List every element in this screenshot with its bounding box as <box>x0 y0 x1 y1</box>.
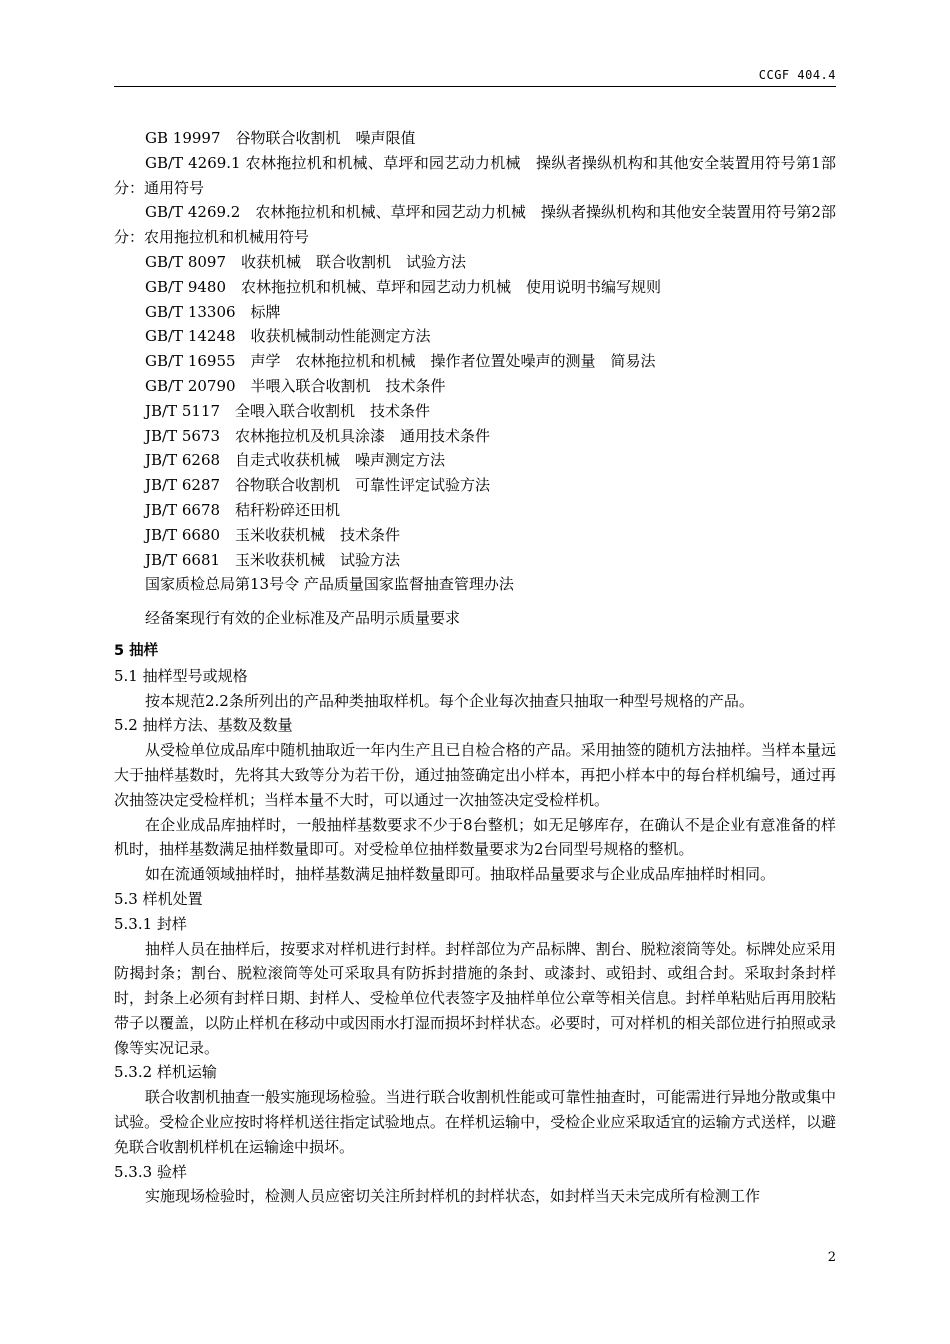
reference-item: GB/T 14248 收获机械制动性能测定方法 <box>145 327 431 346</box>
clause-heading: 5.3.3 验样 <box>114 1162 187 1181</box>
reference-item: GB/T 4269.1 农林拖拉机和机械、草坪和园艺动力机械 操纵者操纵机构和其他安全装置用符号第1部分：通用符号 <box>114 153 836 197</box>
page-number: 2 <box>827 1250 836 1265</box>
clause-heading: 5.3.1 封样 <box>114 914 187 933</box>
reference-item: JB/T 5673 农林拖拉机及机具涂漆 通用技术条件 <box>145 426 491 445</box>
reference-item: GB/T 20790 半喂入联合收割机 技术条件 <box>145 376 446 395</box>
reference-item: GB/T 9480 农林拖拉机和机械、草坪和园艺动力机械 使用说明书编写规则 <box>145 277 662 296</box>
subsection-heading: 5.3 样机处置 <box>114 889 203 908</box>
reference-item: JB/T 6680 玉米收获机械 技术条件 <box>145 525 401 544</box>
reference-item: GB/T 8097 收获机械 联合收割机 试验方法 <box>145 252 467 271</box>
reference-item: GB/T 4269.2 农林拖拉机和机械、草坪和园艺动力机械 操纵者操纵机构和其他安全装置用符号第2部分：农用拖拉机和机械用符号 <box>114 203 836 247</box>
paragraph: 实施现场检验时，检测人员应密切关注所封样机的封样状态，如封样当天未完成所有检测工作 <box>145 1187 761 1206</box>
paragraph: 抽样人员在抽样后，按要求对样机进行封样。封样部位为产品标牌、割台、脱粒滚筒等处。标牌处应采用防揭封条；割台、脱粒滚筒等处可采取具有防拆封措施的条封、或漆封、或铅封、或组合封。采取封条封样时，封条上必须有封样日期、封样人、受检单位代表签字及抽样单位公章等相关信息。封样单粘贴后再用胶粘带子以覆盖，以防止样机在移动中或因雨水打湿而损坏封样状态。必要时，可对样机的相关部位进行拍照或录像等实况记录。 <box>114 939 836 1057</box>
reference-note: 经备案现行有效的企业标准及产品明示质量要求 <box>145 609 461 628</box>
reference-item: JB/T 6678 秸秆粉碎还田机 <box>145 500 341 519</box>
paragraph: 在企业成品库抽样时，一般抽样基数要求不少于8台整机；如无足够库存，在确认不是企业有意准备的样机时，抽样基数满足抽样数量即可。对受检单位抽样数量要求为2台同型号规格的整机。 <box>114 815 836 859</box>
reference-item: JB/T 6681 玉米收获机械 试验方法 <box>145 550 401 569</box>
standard-code: CCGF 404.4 <box>758 68 836 82</box>
reference-item: GB 19997 谷物联合收割机 噪声限值 <box>145 129 416 147</box>
reference-item: JB/T 5117 全喂入联合收割机 技术条件 <box>145 401 431 420</box>
reference-item: 国家质检总局第13号令 产品质量国家监督抽查管理办法 <box>145 575 514 594</box>
header-divider <box>114 86 836 87</box>
subsection-heading: 5.1 抽样型号或规格 <box>114 666 248 685</box>
paragraph: 联合收割机抽查一般实施现场检验。当进行联合收割机性能或可靠性抽查时，可能需进行异地分散或集中试验。受检企业应按时将样机送往指定试验地点。在样机运输中，受检企业应采取适宜的运输方式送样，以避免联合收割机样机在运输途中损坏。 <box>114 1088 836 1156</box>
paragraph: 如在流通领域抽样时，抽样基数满足抽样数量即可。抽取样品量要求与企业成品库抽样时相同。 <box>145 865 776 884</box>
reference-item: JB/T 6268 自走式收获机械 噪声测定方法 <box>145 451 446 470</box>
page-content <box>114 126 836 1209</box>
subsection-heading: 5.2 抽样方法、基数及数量 <box>114 716 293 735</box>
paragraph: 从受检单位成品库中随机抽取近一年内生产且已自检合格的产品。采用抽签的随机方法抽样。当样本量远大于抽样基数时，先将其大致等分为若干份，通过抽签确定出小样本，再把小样本中的每台样机编号，通过再次抽签决定受检样机；当样本量不大时，可以通过一次抽签决定受检样机。 <box>114 741 836 809</box>
reference-item: GB/T 13306 标牌 <box>145 302 281 321</box>
reference-item: GB/T 16955 声学 农林拖拉机和机械 操作者位置处噪声的测量 简易法 <box>145 352 656 371</box>
reference-item: JB/T 6287 谷物联合收割机 可靠性评定试验方法 <box>145 476 491 495</box>
section-heading: 5 抽样 <box>114 642 159 659</box>
paragraph: 按本规范2.2条所列出的产品种类抽取样机。每个企业每次抽查只抽取一种型号规格的产品。 <box>145 691 754 710</box>
clause-heading: 5.3.2 样机运输 <box>114 1063 217 1082</box>
